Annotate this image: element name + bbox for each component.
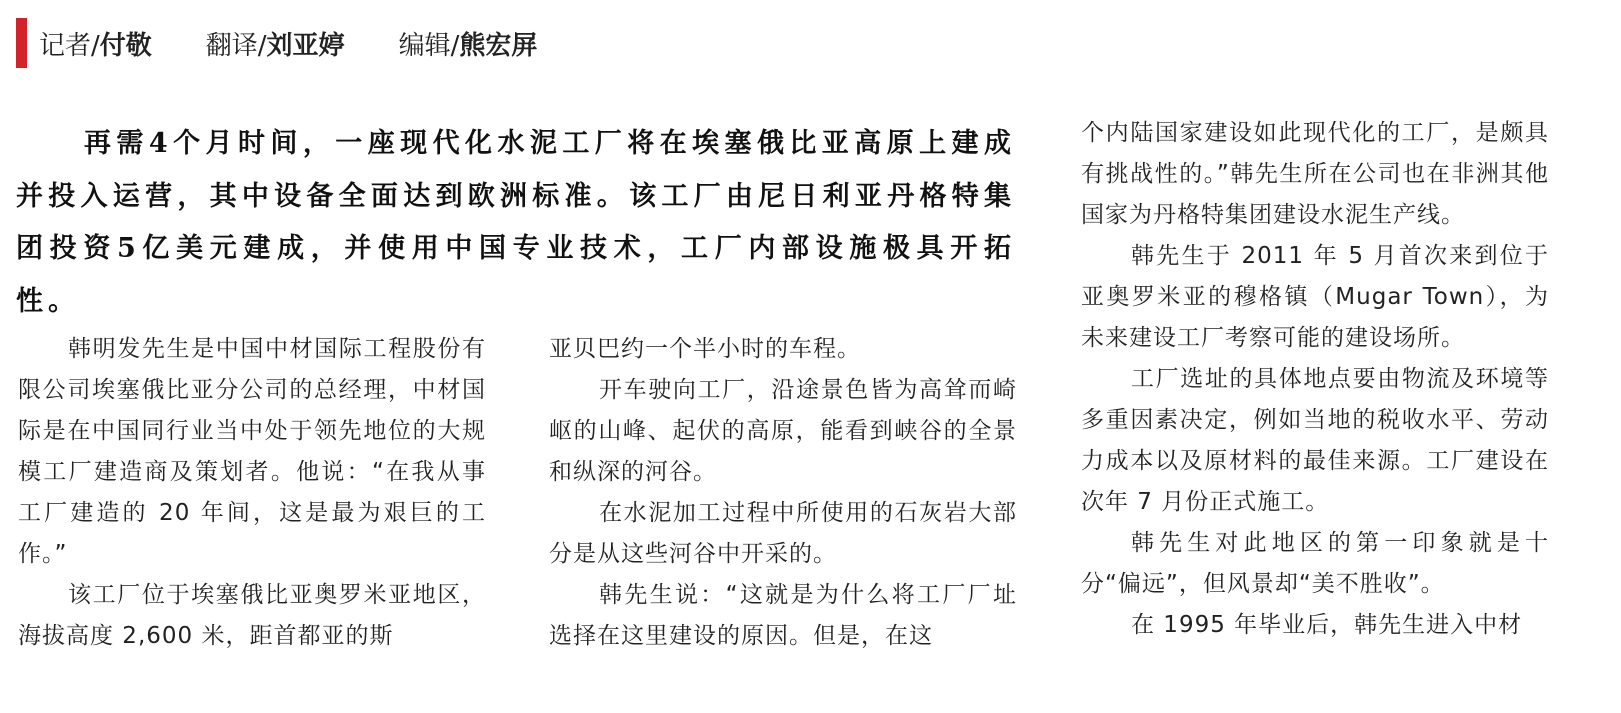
- lead-paragraph: 再需4个月时间，一座现代化水泥工厂将在埃塞俄比亚高原上建成并投入运营，其中设备全面达到欧洲标准。该工厂由尼日利亚丹格特集团投资5亿美元建成，并使用中国专业技术，工厂内部设施极具开拓性。: [16, 128, 1016, 317]
- article-column-1: [18, 329, 486, 657]
- translator-name: 刘亚婷: [266, 30, 345, 61]
- paragraph: 韩先生对此地区的第一印象就是十分“偏远”，但风景却“美不胜收”。: [1081, 530, 1549, 597]
- editor-credit: 编辑/熊宏屏: [398, 30, 538, 61]
- paragraph: 在 1995 年毕业后，韩先生进入中材: [1131, 612, 1523, 638]
- paragraph: 开车驶向工厂，沿途景色皆为高耸而崎岖的山峰、起伏的高原，能看到峡谷的全景和纵深的河谷。: [549, 377, 1017, 485]
- paragraph: 韩明发先生是中国中材国际工程股份有限公司埃塞俄比亚分公司的总经理，中材国际是在中国同行业当中处于领先地位的大规模工厂建造商及策划者。他说：“在我从事工厂建造的 20 年间，这是最为艰巨的工作。”: [18, 336, 486, 567]
- paragraph: 亚贝巴约一个半小时的车程。: [549, 336, 861, 362]
- paragraph: 该工厂位于埃塞俄比亚奥罗米亚地区，海拔高度 2,600 米，距首都亚的斯: [18, 582, 486, 649]
- translator-credit: 翻译/刘亚婷: [205, 30, 345, 61]
- reporter-name: 付敬: [99, 30, 152, 61]
- reporter-credit: 记者/付敬: [39, 30, 152, 61]
- paragraph: 工厂选址的具体地点要由物流及环境等多重因素决定，例如当地的税收水平、劳动力成本以及原材料的最佳来源。工厂建设在次年 7 月份正式施工。: [1081, 366, 1549, 515]
- paragraph: 在水泥加工过程中所使用的石灰岩大部分是从这些河谷中开采的。: [549, 500, 1017, 567]
- accent-bar: [16, 18, 27, 68]
- editor-name: 熊宏屏: [459, 30, 538, 61]
- paragraph: 韩先生说：“这就是为什么将工厂厂址选择在这里建设的原因。但是，在这: [549, 582, 1017, 649]
- article-column-3: [1081, 113, 1549, 646]
- article-column-2: [549, 329, 1017, 657]
- paragraph: 个内陆国家建设如此现代化的工厂，是颇具有挑战性的。”韩先生所在公司也在非洲其他国家为丹格特集团建设水泥生产线。: [1081, 120, 1549, 228]
- byline: [16, 18, 591, 68]
- paragraph: 韩先生于 2011 年 5 月首次来到位于亚奥罗米亚的穆格镇（Mugar Town），为未来建设工厂考察可能的建设场所。: [1081, 243, 1549, 351]
